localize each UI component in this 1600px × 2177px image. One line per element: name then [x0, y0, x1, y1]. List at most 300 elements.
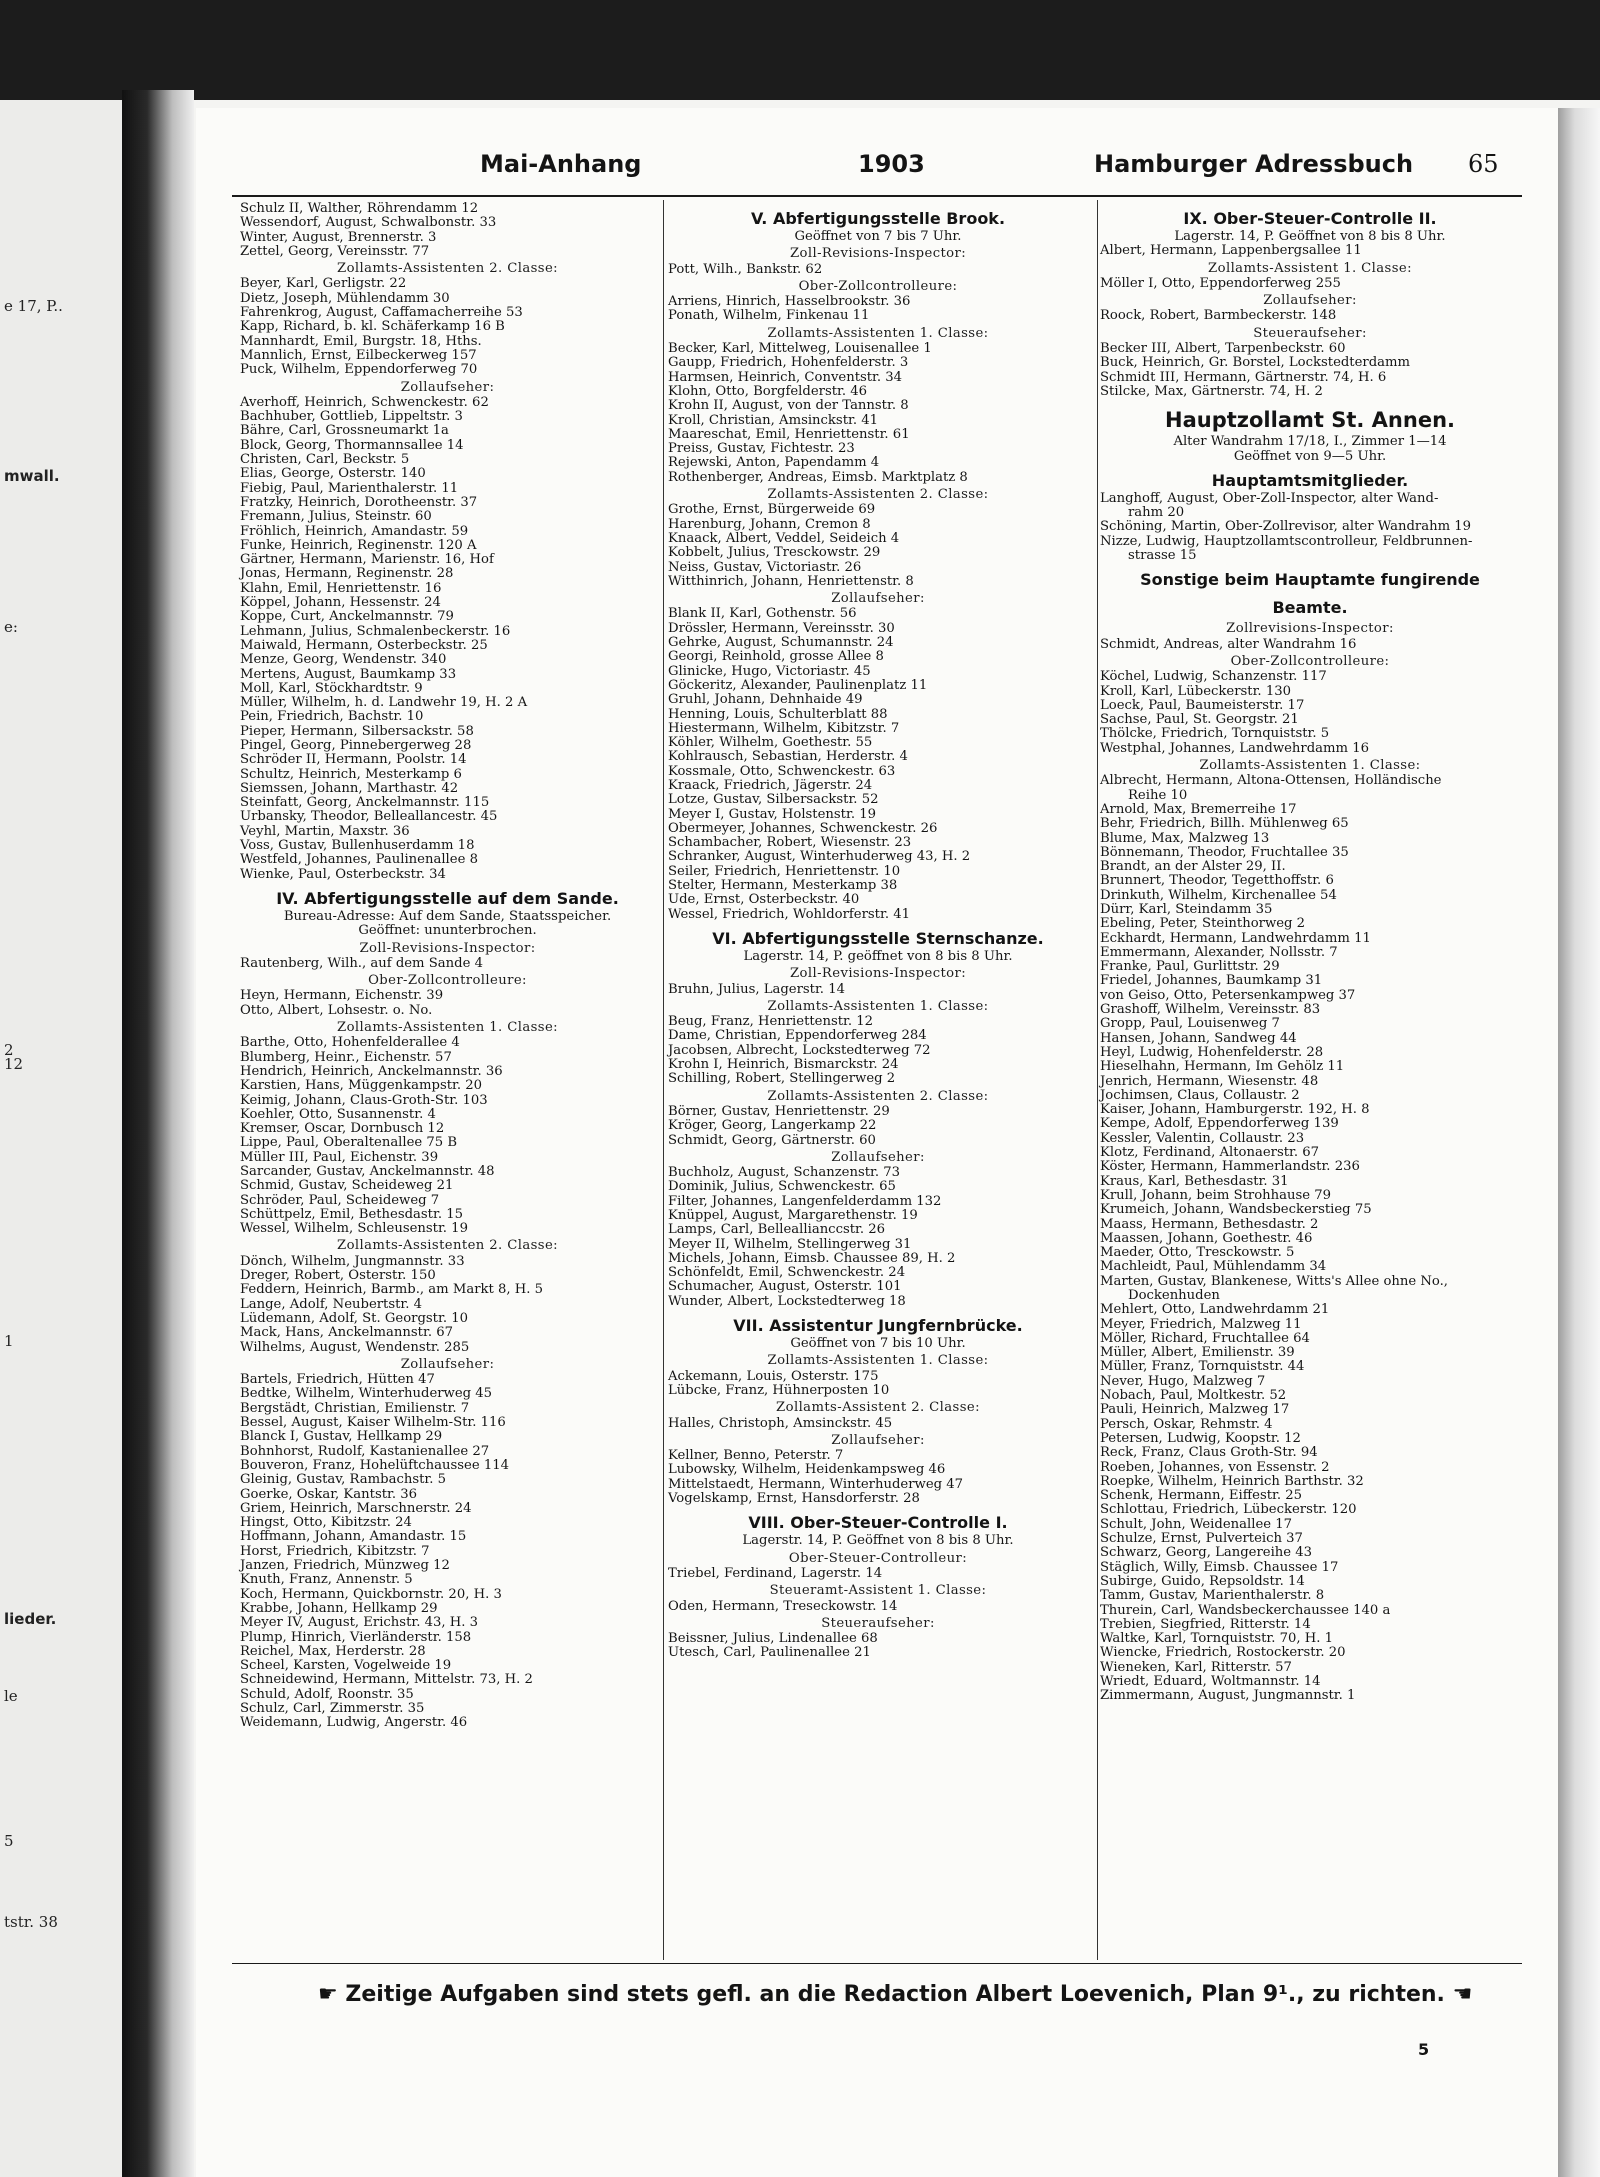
directory-entry: Klotz, Ferdinand, Altonaerstr. 67: [1100, 1145, 1320, 1161]
directory-entry: Seiler, Friedrich, Henriettenstr. 10: [668, 863, 901, 879]
category-heading: Zoll-Revisions-Inspector:: [789, 246, 967, 262]
directory-entry: Bähre, Carl, Grossneumarkt 1a: [240, 423, 449, 439]
directory-entry: Ude, Ernst, Osterbeckstr. 40: [668, 892, 860, 908]
directory-entry: Köppel, Johann, Hessenstr. 24: [240, 595, 441, 611]
directory-entry: Fratzky, Heinrich, Dorotheenstr. 37: [240, 494, 478, 510]
directory-entry: Menze, Georg, Wendenstr. 340: [240, 652, 447, 668]
directory-entry: Beug, Franz, Henriettenstr. 12: [668, 1014, 874, 1030]
directory-entry: Karstien, Hans, Müggenkampstr. 20: [240, 1078, 483, 1094]
scan-background: [0, 0, 1600, 100]
directory-entry: Wessel, Wilhelm, Schleusenstr. 19: [240, 1221, 468, 1237]
directory-entry: Thurein, Carl, Wandsbeckerchaussee 140 a: [1100, 1602, 1391, 1618]
directory-entry: Buchholz, August, Schanzenstr. 73: [668, 1165, 901, 1181]
directory-entry: Hieselhahn, Hermann, Im Gehölz 11: [1100, 1059, 1345, 1075]
directory-entry: Müller, Albert, Emilienstr. 39: [1100, 1345, 1295, 1361]
directory-entry: Pein, Friedrich, Bachstr. 10: [240, 709, 424, 725]
directory-entry: Wriedt, Eduard, Woltmannstr. 14: [1100, 1674, 1321, 1690]
directory-entry: Sarcander, Gustav, Anckelmannstr. 48: [240, 1164, 495, 1179]
directory-entry: Moll, Karl, Stöckhardtstr. 9: [240, 680, 423, 696]
directory-entry: Halles, Christoph, Amsinckstr. 45: [668, 1415, 893, 1431]
category-heading: Zollamts-Assistent 2. Classe:: [776, 1400, 980, 1416]
section-note: Geöffnet: ununterbrochen.: [358, 923, 537, 939]
header-year: 1903: [858, 150, 925, 178]
entry-continuation: Reihe 10: [1128, 787, 1188, 803]
directory-entry: Gaupp, Friedrich, Hohenfelderstr. 3: [668, 355, 909, 371]
column-3: [1100, 202, 1520, 1704]
category-heading: Zollamts-Assistenten 1. Classe:: [337, 1020, 558, 1036]
directory-entry: Reck, Franz, Claus Groth-Str. 94: [1100, 1445, 1318, 1461]
directory-entry: Beissner, Julius, Lindenallee 68: [668, 1631, 878, 1647]
directory-entry: Plump, Hinrich, Vierländerstr. 158: [240, 1629, 472, 1645]
category-heading: Zollamts-Assistenten 2. Classe:: [337, 1238, 558, 1254]
directory-entry: Mittelstaedt, Hermann, Winterhuderweg 47: [668, 1476, 964, 1492]
directory-entry: Funke, Heinrich, Reginenstr. 120 A: [240, 537, 477, 553]
directory-entry: Nobach, Paul, Moltkestr. 52: [1100, 1388, 1287, 1404]
column-divider-2: [1097, 200, 1098, 1960]
column-1: [240, 202, 655, 1731]
directory-entry: Nizze, Ludwig, Hauptzollamtscontrolleur, Feldbrunnen-: [1100, 533, 1473, 549]
directory-entry: Scheel, Karsten, Vogelweide 19: [240, 1658, 452, 1674]
directory-entry: Drössler, Hermann, Vereinsstr. 30: [668, 620, 895, 636]
directory-entry: Fröhlich, Heinrich, Amandastr. 59: [240, 523, 469, 539]
directory-entry: Reichel, Max, Herderstr. 28: [240, 1643, 426, 1659]
directory-entry: Maiwald, Hermann, Osterbeckstr. 25: [240, 637, 488, 653]
directory-entry: Schmidt, Georg, Gärtnerstr. 60: [668, 1132, 876, 1148]
directory-entry: Hingst, Otto, Kibitzstr. 24: [240, 1515, 412, 1531]
directory-entry: Dreger, Robert, Osterstr. 150: [240, 1268, 436, 1284]
directory-entry: Vogelskamp, Ernst, Hansdorferstr. 28: [668, 1491, 920, 1507]
section-heading: Hauptamtsmitglieder.: [1211, 470, 1409, 490]
directory-entry: Dönch, Wilhelm, Jungmannstr. 33: [240, 1253, 465, 1269]
directory-entry: Rautenberg, Wilh., auf dem Sande 4: [240, 955, 483, 971]
category-heading: Ober-Zollcontrolleure:: [368, 973, 527, 989]
directory-entry: Koppe, Curt, Anckelmannstr. 79: [240, 609, 454, 625]
directory-entry: Waltke, Karl, Tornquiststr. 70, H. 1: [1100, 1631, 1334, 1647]
directory-entry: Köchel, Ludwig, Schanzenstr. 117: [1100, 669, 1327, 685]
directory-entry: Mannlich, Ernst, Eilbeckerweg 157: [240, 347, 477, 363]
directory-entry: Neiss, Gustav, Victoriastr. 26: [668, 559, 862, 575]
left-page-text: 1: [4, 1332, 14, 1350]
directory-entry: Grashoff, Wilhelm, Vereinsstr. 83: [1100, 1002, 1321, 1018]
directory-entry: Dame, Christian, Eppendorferweg 284: [668, 1028, 927, 1044]
directory-entry: Kaiser, Johann, Hamburgerstr. 192, H. 8: [1100, 1102, 1370, 1118]
directory-entry: Koch, Hermann, Quickbornstr. 20, H. 3: [240, 1586, 502, 1602]
section-note: Alter Wandrahm 17/18, I., Zimmer 1—14: [1173, 434, 1447, 450]
directory-entry: Feddern, Heinrich, Barmb., am Markt 8, H. 5: [240, 1282, 544, 1298]
directory-entry: Gärtner, Hermann, Marienstr. 16, Hof: [240, 552, 494, 568]
category-heading: Steueraufseher:: [821, 1615, 935, 1631]
directory-entry: Schönfeldt, Emil, Schwenckestr. 24: [668, 1265, 906, 1281]
directory-entry: Kossmale, Otto, Schwenckestr. 63: [668, 763, 896, 779]
category-heading: Zollamts-Assistenten 1. Classe:: [767, 325, 989, 341]
category-heading: Steueraufseher:: [1253, 325, 1367, 341]
header-title: Hamburger Adressbuch: [1094, 150, 1414, 178]
section-note: Geöffnet von 7 bis 7 Uhr.: [794, 229, 962, 244]
left-page-text: mwall.: [4, 467, 60, 485]
directory-entry: Göckeritz, Alexander, Paulinenplatz 11: [668, 677, 928, 693]
category-heading: Zollamts-Assistenten 1. Classe:: [1199, 758, 1421, 774]
directory-entry: Meyer IV, August, Erichstr. 43, H. 3: [240, 1615, 479, 1631]
directory-entry: Schmidt, Andreas, alter Wandrahm 16: [1100, 636, 1357, 652]
directory-entry: Jonas, Hermann, Reginenstr. 28: [240, 566, 454, 582]
directory-entry: Albrecht, Hermann, Altona-Ottensen, Holländische: [1100, 773, 1442, 789]
section-heading: VIII. Ober-Steuer-Controlle I.: [748, 1513, 1008, 1533]
directory-entry: Koehler, Otto, Susannenstr. 4: [240, 1106, 436, 1122]
directory-entry: Marten, Gustav, Blankenese, Witts's Allee ohne No.,: [1100, 1273, 1448, 1289]
entry-continuation: strasse 15: [1128, 548, 1197, 564]
directory-entry: Schuld, Adolf, Roonstr. 35: [240, 1686, 414, 1702]
section-heading: VI. Abfertigungsstelle Sternschanze.: [712, 928, 1044, 948]
entry-continuation: rahm 20: [1128, 505, 1185, 521]
directory-entry: Fremann, Julius, Steinstr. 60: [240, 509, 432, 525]
directory-entry: Knüppel, August, Margarethenstr. 19: [668, 1208, 918, 1223]
directory-entry: Averhoff, Heinrich, Schwenckestr. 62: [240, 394, 489, 410]
directory-entry: Lehmann, Julius, Schmalenbeckerstr. 16: [240, 623, 511, 639]
directory-entry: Rejewski, Anton, Papendamm 4: [668, 455, 880, 471]
directory-entry: Lübcke, Franz, Hühnerposten 10: [668, 1382, 890, 1398]
book-spine: [122, 90, 194, 2177]
directory-entry: Utesch, Carl, Paulinenallee 21: [668, 1645, 871, 1661]
directory-entry: Klahn, Emil, Henriettenstr. 16: [240, 580, 442, 596]
directory-entry: Friedel, Johannes, Baumkamp 31: [1100, 973, 1323, 989]
directory-entry: Meyer, Friedrich, Malzweg 11: [1100, 1316, 1302, 1332]
directory-entry: Weidemann, Ludwig, Angerstr. 46: [240, 1715, 468, 1731]
directory-entry: Loeck, Paul, Baumeisterstr. 17: [1100, 697, 1305, 713]
directory-entry: Drinkuth, Wilhelm, Kirchenallee 54: [1100, 887, 1337, 903]
directory-entry: Schulz II, Walther, Röhrendamm 12: [240, 201, 479, 216]
section-heading: V. Abfertigungsstelle Brook.: [750, 209, 1006, 228]
directory-entry: Schumacher, August, Osterstr. 101: [668, 1279, 902, 1295]
section-note: Lagerstr. 14, P. Geöffnet von 8 bis 8 Uhr.: [1174, 229, 1446, 244]
directory-entry: Trebien, Siegfried, Ritterstr. 14: [1100, 1616, 1311, 1632]
left-page-text: tstr. 38: [4, 1913, 58, 1931]
directory-entry: Ponath, Wilhelm, Finkenau 11: [668, 308, 870, 324]
directory-entry: Subirge, Guido, Repsoldstr. 14: [1100, 1573, 1305, 1589]
directory-entry: Becker, Karl, Mittelweg, Louisenallee 1: [668, 341, 932, 357]
directory-entry: Arriens, Hinrich, Hasselbrookstr. 36: [668, 294, 911, 310]
directory-entry: Bedtke, Wilhelm, Winterhuderweg 45: [240, 1386, 493, 1402]
directory-entry: von Geiso, Otto, Petersenkampweg 37: [1100, 987, 1356, 1003]
directory-entry: Mack, Hans, Anckelmannstr. 67: [240, 1325, 453, 1341]
header-rule: [232, 195, 1522, 197]
directory-entry: Kessler, Valentin, Collaustr. 23: [1100, 1130, 1305, 1146]
section-heading: Sonstige beim Hauptamte fungirende: [1140, 570, 1480, 590]
directory-entry: Preiss, Gustav, Fichtestr. 23: [668, 441, 855, 457]
directory-entry: Dominik, Julius, Schwenckestr. 65: [668, 1179, 896, 1195]
entry-continuation: Dockenhuden: [1128, 1288, 1220, 1303]
directory-entry: Albert, Hermann, Lappenbergsallee 11: [1100, 243, 1362, 259]
directory-entry: Steinfatt, Georg, Anckelmannstr. 115: [240, 795, 490, 811]
directory-entry: Pieper, Hermann, Silbersackstr. 58: [240, 723, 474, 739]
directory-entry: Kohlrausch, Sebastian, Herderstr. 4: [668, 749, 908, 765]
directory-entry: Schröder, Paul, Scheideweg 7: [240, 1192, 440, 1208]
directory-entry: Puck, Wilhelm, Eppendorferweg 70: [240, 362, 478, 378]
directory-entry: Kröger, Georg, Langerkamp 22: [668, 1118, 877, 1134]
directory-entry: Becker III, Albert, Tarpenbeckstr. 60: [1100, 341, 1346, 357]
directory-entry: Behr, Friedrich, Billh. Mühlenweg 65: [1100, 816, 1349, 832]
page-number: 65: [1468, 150, 1499, 178]
directory-entry: Lange, Adolf, Neubertstr. 4: [240, 1296, 423, 1312]
directory-entry: Veyhl, Martin, Maxstr. 36: [240, 823, 410, 839]
directory-entry: Wilhelms, August, Wendenstr. 285: [240, 1339, 470, 1355]
office-title: Hauptzollamt St. Annen.: [1165, 408, 1455, 433]
section-heading: IX. Ober-Steuer-Controlle II.: [1183, 209, 1437, 228]
directory-entry: Knuth, Franz, Annenstr. 5: [240, 1572, 413, 1588]
directory-entry: Bartels, Friedrich, Hütten 47: [240, 1372, 435, 1388]
directory-entry: Krohn I, Heinrich, Bismarckstr. 24: [668, 1057, 899, 1073]
directory-entry: Schmidt III, Hermann, Gärtnerstr. 74, H. 6: [1100, 369, 1387, 385]
category-heading: Zollamts-Assistenten 1. Classe:: [767, 1353, 989, 1369]
directory-entry: Schlottau, Friedrich, Lübeckerstr. 120: [1100, 1502, 1357, 1518]
directory-entry: Pott, Wilh., Bankstr. 62: [668, 261, 823, 277]
directory-entry: Machleidt, Paul, Mühlendamm 34: [1100, 1259, 1327, 1275]
category-heading: Steueramt-Assistent 1. Classe:: [769, 1583, 987, 1599]
directory-entry: Müller, Wilhelm, h. d. Landwehr 19, H. 2 A: [240, 695, 528, 711]
category-heading: Zollaufseher:: [831, 1432, 925, 1448]
directory-entry: Köster, Hermann, Hammerlandstr. 236: [1100, 1159, 1360, 1175]
directory-entry: Wunder, Albert, Lockstedterweg 18: [668, 1293, 906, 1309]
directory-entry: Kremser, Oscar, Dornbusch 12: [240, 1121, 445, 1137]
directory-entry: Krohn II, August, von der Tannstr. 8: [668, 398, 909, 414]
directory-entry: Krabbe, Johann, Hellkamp 29: [240, 1600, 438, 1616]
directory-entry: Fahrenkrog, August, Caffamacherreihe 53: [240, 305, 523, 321]
left-page-text: e:: [4, 618, 18, 636]
directory-entry: Krull, Johann, beim Strohhause 79: [1100, 1187, 1332, 1203]
directory-entry: Schmid, Gustav, Scheideweg 21: [240, 1178, 454, 1194]
directory-entry: Pingel, Georg, Pinnebergerweg 28: [240, 737, 472, 753]
directory-entry: Bessel, August, Kaiser Wilhelm-Str. 116: [240, 1415, 506, 1431]
directory-entry: Hendrich, Heinrich, Anckelmannstr. 36: [240, 1063, 503, 1079]
directory-entry: Emmermann, Alexander, Nollsstr. 7: [1100, 944, 1338, 960]
category-heading: Zollaufseher:: [831, 1149, 925, 1165]
directory-entry: Grothe, Ernst, Bürgerweide 69: [668, 502, 876, 518]
signature-number: 5: [1418, 2040, 1430, 2059]
directory-entry: Bachhuber, Gottlieb, Lippeltstr. 3: [240, 409, 463, 425]
directory-entry: Buck, Heinrich, Gr. Borstel, Lockstedterdamm: [1100, 355, 1411, 371]
category-heading: Zollamts-Assistenten 2. Classe:: [767, 487, 989, 503]
directory-entry: Urbansky, Theodor, Belleallancestr. 45: [240, 809, 498, 825]
directory-entry: Glinicke, Hugo, Victoriastr. 45: [668, 663, 871, 679]
directory-entry: Hansen, Johann, Sandweg 44: [1100, 1030, 1297, 1046]
directory-entry: Wessel, Friedrich, Wohldorferstr. 41: [668, 906, 910, 922]
category-heading: Ober-Zollcontrolleure:: [1230, 653, 1390, 669]
directory-entry: Kempe, Adolf, Eppendorferweg 139: [1100, 1116, 1339, 1132]
directory-entry: Brunnert, Theodor, Tegetthoffstr. 6: [1100, 873, 1334, 889]
directory-entry: Möller I, Otto, Eppendorferweg 255: [1100, 275, 1341, 291]
footer-rule: [232, 1963, 1522, 1964]
directory-entry: Siemssen, Johann, Marthastr. 42: [240, 780, 459, 796]
directory-entry: Heyn, Hermann, Eichenstr. 39: [240, 988, 444, 1004]
directory-entry: Blank II, Karl, Gothenstr. 56: [668, 606, 857, 622]
section-note: Lagerstr. 14, P. Geöffnet von 8 bis 8 Uhr.: [742, 1533, 1014, 1549]
directory-entry: Triebel, Ferdinand, Lagerstr. 14: [668, 1565, 883, 1581]
column-divider-1: [663, 200, 664, 1960]
directory-entry: Meyer I, Gustav, Holstenstr. 19: [668, 806, 876, 822]
directory-entry: Otto, Albert, Lohsestr. o. No.: [240, 1002, 433, 1018]
directory-entry: Persch, Oskar, Rehmstr. 4: [1100, 1416, 1273, 1432]
directory-entry: Arnold, Max, Bremerreihe 17: [1100, 801, 1297, 817]
directory-entry: Kroll, Karl, Lübeckerstr. 130: [1100, 683, 1291, 699]
pointing-hand-left-icon: ☚: [1452, 1982, 1473, 2007]
directory-entry: Schneidewind, Hermann, Mittelstr. 73, H. 2: [240, 1672, 533, 1688]
directory-entry: Oden, Hermann, Treseckowstr. 14: [668, 1598, 898, 1614]
directory-entry: Klohn, Otto, Borgfelderstr. 46: [668, 383, 868, 399]
directory-entry: Schambacher, Robert, Wiesenstr. 23: [668, 835, 912, 851]
directory-entry: Ebeling, Peter, Steinthorweg 2: [1100, 916, 1306, 932]
directory-entry: Kapp, Richard, b. kl. Schäferkamp 16 B: [240, 319, 505, 335]
category-heading: Zoll-Revisions-Inspector:: [359, 940, 536, 956]
category-heading: Zollamts-Assistenten 2. Classe:: [337, 261, 558, 277]
left-page-text: 5: [4, 1832, 14, 1850]
directory-entry: Kraus, Karl, Bethesdastr. 31: [1100, 1173, 1289, 1189]
directory-entry: Bönnemann, Theodor, Fruchtallee 35: [1100, 844, 1349, 860]
directory-entry: Bohnhorst, Rudolf, Kastanienallee 27: [240, 1443, 490, 1459]
directory-entry: Dietz, Joseph, Mühlendamm 30: [240, 290, 450, 306]
directory-entry: Brandt, an der Alster 29, II.: [1100, 859, 1286, 875]
directory-entry: Christen, Carl, Beckstr. 5: [240, 452, 410, 468]
directory-entry: Schulze, Ernst, Pulverteich 37: [1100, 1531, 1303, 1547]
directory-entry: Filter, Johannes, Langenfelderdamm 132: [668, 1193, 942, 1209]
directory-entry: Georgi, Reinhold, grosse Allee 8: [668, 649, 884, 665]
directory-entry: Kobbelt, Julius, Tresckowstr. 29: [668, 545, 881, 561]
directory-entry: Horst, Friedrich, Kibitzstr. 7: [240, 1543, 430, 1559]
directory-entry: Langhoff, August, Ober-Zoll-Inspector, alter Wand-: [1100, 490, 1439, 506]
directory-entry: Kroll, Christian, Amsinckstr. 41: [668, 412, 879, 428]
section-note: Geöffnet von 7 bis 10 Uhr.: [790, 1336, 966, 1352]
section-heading: VII. Assistentur Jungfernbrücke.: [733, 1316, 1023, 1336]
directory-entry: Franke, Paul, Gurlittstr. 29: [1100, 959, 1280, 975]
directory-entry: Petersen, Ludwig, Koopstr. 12: [1100, 1430, 1301, 1446]
directory-entry: Harmsen, Heinrich, Conventstr. 34: [668, 369, 903, 385]
directory-entry: Sachse, Paul, St. Georgstr. 21: [1100, 712, 1299, 728]
directory-entry: Maass, Hermann, Bethesdastr. 2: [1100, 1216, 1319, 1232]
directory-entry: Wiencke, Friedrich, Rostockerstr. 20: [1100, 1645, 1346, 1661]
left-page-text: 2: [4, 1041, 14, 1059]
directory-entry: Never, Hugo, Malzweg 7: [1100, 1373, 1266, 1389]
directory-entry: Tamm, Gustav, Marienthalerstr. 8: [1100, 1588, 1325, 1604]
directory-entry: Goerke, Oskar, Kantstr. 36: [240, 1486, 418, 1502]
directory-entry: Kellner, Benno, Peterstr. 7: [668, 1448, 844, 1464]
directory-entry: Schöning, Martin, Ober-Zollrevisor, alter Wandrahm 19: [1100, 519, 1472, 535]
directory-entry: Müller, Franz, Tornquiststr. 44: [1100, 1359, 1305, 1375]
directory-entry: Rothenberger, Andreas, Eimsb. Marktplatz 8: [668, 469, 968, 485]
directory-entry: Möller, Richard, Fruchtallee 64: [1100, 1330, 1310, 1346]
category-heading: Zollamts-Assistent 1. Classe:: [1208, 260, 1412, 276]
directory-entry: Maeder, Otto, Tresckowstr. 5: [1100, 1245, 1295, 1261]
directory-entry: Elias, George, Osterstr. 140: [240, 466, 426, 482]
category-heading: Ober-Zollcontrolleure:: [798, 278, 958, 294]
footer-notice: [318, 1982, 1472, 2007]
directory-entry: Roock, Robert, Barmbeckerstr. 148: [1100, 308, 1337, 324]
directory-entry: Krumeich, Johann, Wandsbeckerstieg 75: [1100, 1202, 1372, 1218]
directory-entry: Ackemann, Louis, Osterstr. 175: [668, 1368, 879, 1384]
directory-entry: Schulz, Carl, Zimmerstr. 35: [240, 1700, 425, 1716]
directory-entry: Gleinig, Gustav, Rambachstr. 5: [240, 1472, 447, 1488]
directory-entry: Griem, Heinrich, Marschnerstr. 24: [240, 1500, 472, 1516]
category-heading: Zollaufseher:: [831, 591, 925, 607]
category-heading: Zollamts-Assistenten 2. Classe:: [767, 1088, 989, 1104]
directory-entry: Stelter, Hermann, Mesterkamp 38: [668, 878, 898, 894]
directory-entry: Heyl, Ludwig, Hohenfelderstr. 28: [1100, 1044, 1324, 1060]
directory-entry: Westfeld, Johannes, Paulinenallee 8: [240, 852, 478, 868]
directory-entry: Wienke, Paul, Osterbeckstr. 34: [240, 866, 446, 882]
column-2: [668, 202, 1088, 1661]
section-note: Bureau-Adresse: Auf dem Sande, Staatsspeicher.: [283, 908, 612, 924]
directory-entry: Blumberg, Heinr., Eichenstr. 57: [240, 1049, 452, 1065]
directory-entry: Lippe, Paul, Oberaltenallee 75 B: [240, 1135, 458, 1151]
directory-entry: Michels, Johann, Eimsb. Chaussee 89, H. 2: [668, 1250, 956, 1266]
directory-entry: Stilcke, Max, Gärtnerstr. 74, H. 2: [1100, 383, 1323, 399]
directory-entry: Hiestermann, Wilhelm, Kibitzstr. 7: [668, 720, 900, 736]
directory-entry: Dürr, Karl, Steindamm 35: [1100, 901, 1273, 917]
section-heading: Beamte.: [1272, 598, 1348, 618]
category-heading: Zollaufseher:: [400, 379, 495, 395]
directory-entry: Maareschat, Emil, Henriettenstr. 61: [668, 426, 910, 442]
directory-entry: Obermeyer, Johannes, Schwenckestr. 26: [668, 820, 938, 836]
directory-entry: Lotze, Gustav, Silbersackstr. 52: [668, 792, 879, 808]
directory-entry: Pauli, Heinrich, Malzweg 17: [1100, 1402, 1290, 1418]
directory-entry: Börner, Gustav, Henriettenstr. 29: [668, 1103, 890, 1119]
directory-entry: Barthe, Otto, Hohenfelderallee 4: [240, 1035, 460, 1051]
directory-entry: Wessendorf, August, Schwalbonstr. 33: [240, 215, 497, 231]
section-note: Geöffnet von 9—5 Uhr.: [1233, 448, 1387, 464]
directory-entry: Müller III, Paul, Eichenstr. 39: [240, 1149, 439, 1165]
directory-entry: Mannhardt, Emil, Burgstr. 18, Hths.: [240, 333, 482, 349]
directory-entry: Schult, John, Weidenallee 17: [1100, 1516, 1293, 1532]
left-page-text: e 17, P..: [4, 297, 63, 315]
left-page-text: le: [4, 1687, 18, 1705]
directory-entry: Eckhardt, Hermann, Landwehrdamm 11: [1100, 930, 1371, 946]
directory-entry: Blume, Max, Malzweg 13: [1100, 830, 1270, 846]
section-note: Lagerstr. 14, P. geöffnet von 8 bis 8 Uhr.: [743, 948, 1013, 964]
directory-entry: Stäglich, Willy, Eimsb. Chaussee 17: [1100, 1559, 1339, 1575]
directory-entry: Henning, Louis, Schulterblatt 88: [668, 706, 888, 722]
directory-entry: Schüttpelz, Emil, Bethesdastr. 15: [240, 1206, 464, 1222]
directory-entry: Gehrke, August, Schumannstr. 24: [668, 635, 894, 651]
directory-entry: Wieneken, Karl, Ritterstr. 57: [1100, 1659, 1292, 1675]
directory-entry: Schwarz, Georg, Langereihe 43: [1100, 1545, 1313, 1561]
category-heading: Zollaufseher:: [1263, 293, 1357, 309]
section-heading: IV. Abfertigungsstelle auf dem Sande.: [276, 888, 619, 908]
directory-entry: Jacobsen, Albrecht, Lockstedterweg 72: [668, 1042, 931, 1058]
footer-text: Zeitige Aufgaben sind stets gefl. an die Redaction Albert Loevenich, Plan 9¹., zu richten.: [345, 1982, 1445, 2007]
directory-entry: Jenrich, Hermann, Wiesenstr. 48: [1100, 1073, 1319, 1089]
directory-entry: Lüdemann, Adolf, St. Georgstr. 10: [240, 1310, 468, 1326]
category-heading: Zollrevisions-Inspector:: [1226, 621, 1394, 637]
directory-entry: Lubowsky, Wilhelm, Heidenkampsweg 46: [668, 1462, 946, 1478]
directory-entry: Voss, Gustav, Bullenhuserdamm 18: [240, 838, 475, 854]
directory-entry: Lamps, Carl, Belleallianccstr. 26: [668, 1222, 886, 1238]
pointing-hand-right-icon: ☛: [318, 1982, 338, 2007]
directory-entry: Fiebig, Paul, Marienthalerstr. 11: [240, 480, 459, 496]
directory-entry: Schultz, Heinrich, Mesterkamp 6: [240, 766, 462, 782]
directory-entry: Knaack, Albert, Veddel, Seideich 4: [668, 530, 900, 546]
directory-entry: Block, Georg, Thormannsallee 14: [240, 437, 464, 453]
left-page-text: 12: [4, 1055, 24, 1073]
directory-entry: Bergstädt, Christian, Emilienstr. 7: [240, 1400, 470, 1416]
page-edge: [1558, 108, 1600, 2177]
directory-entry: Gruhl, Johann, Dehnhaide 49: [668, 692, 863, 708]
directory-entry: Jochimsen, Claus, Collaustr. 2: [1100, 1087, 1300, 1103]
directory-entry: Köhler, Wilhelm, Goethestr. 55: [668, 735, 873, 751]
category-heading: Ober-Steuer-Controlleur:: [788, 1550, 968, 1566]
directory-entry: Bouveron, Franz, Hohelüftchaussee 114: [240, 1457, 510, 1473]
category-heading: Zoll-Revisions-Inspector:: [789, 966, 967, 982]
directory-entry: Witthinrich, Johann, Henriettenstr. 8: [668, 573, 914, 589]
directory-entry: Bruhn, Julius, Lagerstr. 14: [668, 981, 845, 997]
directory-entry: Schenk, Hermann, Eiffestr. 25: [1100, 1488, 1303, 1504]
category-heading: Zollamts-Assistenten 1. Classe:: [767, 998, 989, 1014]
